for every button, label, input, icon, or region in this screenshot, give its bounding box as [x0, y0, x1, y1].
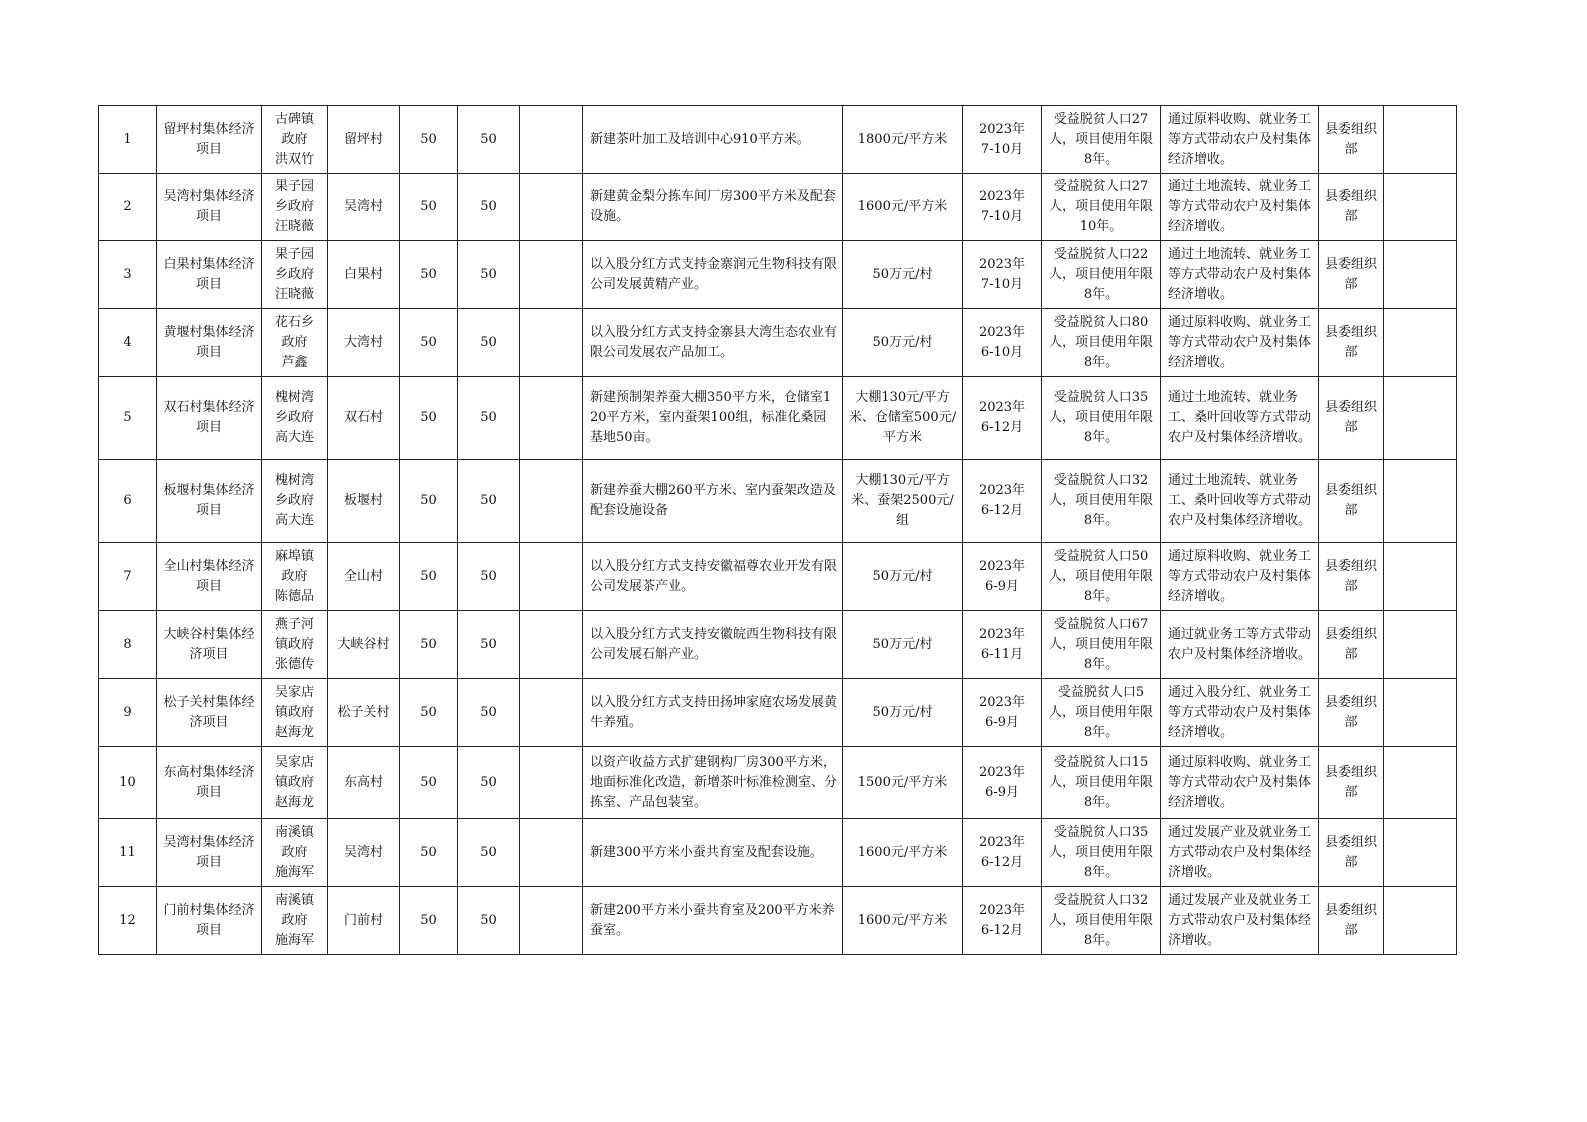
benefit-description: 受益脱贫人口5人，项目使用年限8年。 — [1042, 679, 1161, 747]
benefit-description: 受益脱贫人口80人，项目使用年限8年。 — [1042, 309, 1161, 377]
department: 县委组织部 — [1319, 887, 1384, 955]
row-number: 8 — [99, 611, 157, 679]
total-investment: 50 — [400, 309, 458, 377]
construction-content: 新建养蚕大棚260平方米、室内蚕架改造及配套设施设备 — [583, 460, 843, 543]
implementation-period: 2023年 6-9月 — [963, 543, 1042, 611]
subsidy-standard: 1600元/平方米 — [843, 819, 963, 887]
implementation-period: 2023年 6-12月 — [963, 887, 1042, 955]
construction-content: 以资产收益方式扩建钢构厂房300平方米，地面标准化改造，新增茶叶标准检测室、分拣室、产品包装室。 — [583, 747, 843, 819]
implementation-period: 2023年 6-10月 — [963, 309, 1042, 377]
department: 县委组织部 — [1319, 819, 1384, 887]
implementation-period: 2023年 6-12月 — [963, 377, 1042, 460]
linkage-mechanism: 通过原料收购、就业务工等方式带动农户及村集体经济增收。 — [1161, 543, 1319, 611]
total-investment: 50 — [400, 241, 458, 309]
remark-cell — [1384, 377, 1457, 460]
department: 县委组织部 — [1319, 241, 1384, 309]
village-name: 东高村 — [328, 747, 400, 819]
total-investment: 50 — [400, 377, 458, 460]
blank-cell — [520, 747, 583, 819]
subsidy-standard: 1600元/平方米 — [843, 887, 963, 955]
subsidy-standard: 1800元/平方米 — [843, 106, 963, 174]
table-row — [99, 543, 1457, 611]
fund-amount: 50 — [458, 309, 520, 377]
village-name: 大湾村 — [328, 309, 400, 377]
fund-amount: 50 — [458, 460, 520, 543]
row-number: 4 — [99, 309, 157, 377]
total-investment: 50 — [400, 460, 458, 543]
table-row — [99, 241, 1457, 309]
total-investment: 50 — [400, 611, 458, 679]
row-number: 12 — [99, 887, 157, 955]
linkage-mechanism: 通过原料收购、就业务工等方式带动农户及村集体经济增收。 — [1161, 747, 1319, 819]
blank-cell — [520, 106, 583, 174]
linkage-mechanism: 通过就业务工等方式带动农户及村集体经济增收。 — [1161, 611, 1319, 679]
project-name: 吴湾村集体经济项目 — [157, 174, 262, 241]
remark-cell — [1384, 309, 1457, 377]
project-name: 吴湾村集体经济项目 — [157, 819, 262, 887]
department: 县委组织部 — [1319, 460, 1384, 543]
total-investment: 50 — [400, 819, 458, 887]
responsible-unit: 南溪镇 政府 施海军 — [262, 887, 328, 955]
fund-amount: 50 — [458, 543, 520, 611]
blank-cell — [520, 611, 583, 679]
linkage-mechanism: 通过土地流转、就业务工、桑叶回收等方式带动农户及村集体经济增收。 — [1161, 460, 1319, 543]
blank-cell — [520, 887, 583, 955]
benefit-description: 受益脱贫人口32人，项目使用年限8年。 — [1042, 887, 1161, 955]
responsible-unit: 麻埠镇 政府 陈德品 — [262, 543, 328, 611]
project-name: 白果村集体经济项目 — [157, 241, 262, 309]
total-investment: 50 — [400, 679, 458, 747]
benefit-description: 受益脱贫人口15人，项目使用年限8年。 — [1042, 747, 1161, 819]
table-row — [99, 460, 1457, 543]
row-number: 2 — [99, 174, 157, 241]
benefit-description: 受益脱贫人口35人，项目使用年限8年。 — [1042, 377, 1161, 460]
fund-amount: 50 — [458, 747, 520, 819]
department: 县委组织部 — [1319, 377, 1384, 460]
remark-cell — [1384, 611, 1457, 679]
subsidy-standard: 50万元/村 — [843, 611, 963, 679]
linkage-mechanism: 通过土地流转、就业务工等方式带动农户及村集体经济增收。 — [1161, 241, 1319, 309]
blank-cell — [520, 460, 583, 543]
implementation-period: 2023年 7-10月 — [963, 241, 1042, 309]
row-number: 10 — [99, 747, 157, 819]
implementation-period: 2023年 6-12月 — [963, 819, 1042, 887]
responsible-unit: 古碑镇 政府 洪双竹 — [262, 106, 328, 174]
benefit-description: 受益脱贫人口50人，项目使用年限8年。 — [1042, 543, 1161, 611]
table-row — [99, 174, 1457, 241]
row-number: 1 — [99, 106, 157, 174]
blank-cell — [520, 377, 583, 460]
implementation-period: 2023年 6-9月 — [963, 747, 1042, 819]
fund-amount: 50 — [458, 174, 520, 241]
implementation-period: 2023年 7-10月 — [963, 106, 1042, 174]
village-name: 白果村 — [328, 241, 400, 309]
subsidy-standard: 1500元/平方米 — [843, 747, 963, 819]
remark-cell — [1384, 887, 1457, 955]
responsible-unit: 燕子河 镇政府 张德传 — [262, 611, 328, 679]
project-name: 全山村集体经济项目 — [157, 543, 262, 611]
blank-cell — [520, 241, 583, 309]
project-name: 东高村集体经济项目 — [157, 747, 262, 819]
responsible-unit: 吴家店 镇政府 赵海龙 — [262, 747, 328, 819]
remark-cell — [1384, 106, 1457, 174]
linkage-mechanism: 通过土地流转、就业务工、桑叶回收等方式带动农户及村集体经济增收。 — [1161, 377, 1319, 460]
responsible-unit: 果子园 乡政府 汪晓薇 — [262, 174, 328, 241]
table-row — [99, 377, 1457, 460]
benefit-description: 受益脱贫人口22人，项目使用年限8年。 — [1042, 241, 1161, 309]
department: 县委组织部 — [1319, 174, 1384, 241]
table-row — [99, 679, 1457, 747]
row-number: 3 — [99, 241, 157, 309]
construction-content: 新建黄金梨分拣车间厂房300平方米及配套设施。 — [583, 174, 843, 241]
fund-amount: 50 — [458, 887, 520, 955]
responsible-unit: 南溪镇 政府 施海军 — [262, 819, 328, 887]
total-investment: 50 — [400, 747, 458, 819]
linkage-mechanism: 通过入股分红、就业务工等方式带动农户及村集体经济增收。 — [1161, 679, 1319, 747]
table-row — [99, 611, 1457, 679]
responsible-unit: 吴家店 镇政府 赵海龙 — [262, 679, 328, 747]
table-row — [99, 819, 1457, 887]
remark-cell — [1384, 460, 1457, 543]
linkage-mechanism: 通过发展产业及就业务工方式带动农户及村集体经济增收。 — [1161, 887, 1319, 955]
row-number: 6 — [99, 460, 157, 543]
row-number: 5 — [99, 377, 157, 460]
linkage-mechanism: 通过发展产业及就业务工方式带动农户及村集体经济增收。 — [1161, 819, 1319, 887]
remark-cell — [1384, 819, 1457, 887]
blank-cell — [520, 819, 583, 887]
fund-amount: 50 — [458, 106, 520, 174]
construction-content: 新建200平方米小蚕共育室及200平方米养蚕室。 — [583, 887, 843, 955]
total-investment: 50 — [400, 543, 458, 611]
table-row — [99, 887, 1457, 955]
remark-cell — [1384, 241, 1457, 309]
subsidy-standard: 50万元/村 — [843, 543, 963, 611]
table-row — [99, 309, 1457, 377]
project-table — [98, 105, 1457, 955]
fund-amount: 50 — [458, 679, 520, 747]
village-name: 松子关村 — [328, 679, 400, 747]
subsidy-standard: 大棚130元/平方米、仓储室500元/平方米 — [843, 377, 963, 460]
village-name: 全山村 — [328, 543, 400, 611]
responsible-unit: 槐树湾 乡政府 高大连 — [262, 377, 328, 460]
blank-cell — [520, 174, 583, 241]
linkage-mechanism: 通过土地流转、就业务工等方式带动农户及村集体经济增收。 — [1161, 174, 1319, 241]
construction-content: 新建茶叶加工及培训中心910平方米。 — [583, 106, 843, 174]
fund-amount: 50 — [458, 241, 520, 309]
benefit-description: 受益脱贫人口35人，项目使用年限8年。 — [1042, 819, 1161, 887]
blank-cell — [520, 543, 583, 611]
benefit-description: 受益脱贫人口27人，项目使用年限10年。 — [1042, 174, 1161, 241]
benefit-description: 受益脱贫人口32人，项目使用年限8年。 — [1042, 460, 1161, 543]
village-name: 板堰村 — [328, 460, 400, 543]
subsidy-standard: 50万元/村 — [843, 309, 963, 377]
village-name: 吴湾村 — [328, 174, 400, 241]
responsible-unit: 槐树湾 乡政府 高大连 — [262, 460, 328, 543]
department: 县委组织部 — [1319, 543, 1384, 611]
construction-content: 以入股分红方式支持安徽皖西生物科技有限公司发展石斛产业。 — [583, 611, 843, 679]
project-name: 门前村集体经济项目 — [157, 887, 262, 955]
construction-content: 新建预制架养蚕大棚350平方米，仓储室120平方米，室内蚕架100组，标准化桑园基地50亩。 — [583, 377, 843, 460]
remark-cell — [1384, 747, 1457, 819]
subsidy-standard: 50万元/村 — [843, 241, 963, 309]
construction-content: 新建300平方米小蚕共育室及配套设施。 — [583, 819, 843, 887]
construction-content: 以入股分红方式支持金寨润元生物科技有限公司发展黄精产业。 — [583, 241, 843, 309]
subsidy-standard: 50万元/村 — [843, 679, 963, 747]
project-name: 留坪村集体经济项目 — [157, 106, 262, 174]
table-row — [99, 106, 1457, 174]
department: 县委组织部 — [1319, 106, 1384, 174]
implementation-period: 2023年 7-10月 — [963, 174, 1042, 241]
project-name: 板堰村集体经济项目 — [157, 460, 262, 543]
row-number: 11 — [99, 819, 157, 887]
benefit-description: 受益脱贫人口67人，项目使用年限8年。 — [1042, 611, 1161, 679]
total-investment: 50 — [400, 106, 458, 174]
fund-amount: 50 — [458, 819, 520, 887]
village-name: 留坪村 — [328, 106, 400, 174]
subsidy-standard: 大棚130元/平方米、蚕架2500元/组 — [843, 460, 963, 543]
village-name: 双石村 — [328, 377, 400, 460]
table-row — [99, 747, 1457, 819]
responsible-unit: 果子园 乡政府 汪晓薇 — [262, 241, 328, 309]
total-investment: 50 — [400, 887, 458, 955]
village-name: 门前村 — [328, 887, 400, 955]
department: 县委组织部 — [1319, 747, 1384, 819]
linkage-mechanism: 通过原料收购、就业务工等方式带动农户及村集体经济增收。 — [1161, 106, 1319, 174]
construction-content: 以入股分红方式支持金寨县大湾生态农业有限公司发展农产品加工。 — [583, 309, 843, 377]
fund-amount: 50 — [458, 611, 520, 679]
construction-content: 以入股分红方式支持安徽福尊农业开发有限公司发展茶产业。 — [583, 543, 843, 611]
department: 县委组织部 — [1319, 309, 1384, 377]
department: 县委组织部 — [1319, 611, 1384, 679]
implementation-period: 2023年 6-12月 — [963, 460, 1042, 543]
blank-cell — [520, 309, 583, 377]
row-number: 7 — [99, 543, 157, 611]
benefit-description: 受益脱贫人口27人，项目使用年限8年。 — [1042, 106, 1161, 174]
remark-cell — [1384, 543, 1457, 611]
project-name: 大峡谷村集体经济项目 — [157, 611, 262, 679]
construction-content: 以入股分红方式支持田扬坤家庭农场发展黄牛养殖。 — [583, 679, 843, 747]
village-name: 大峡谷村 — [328, 611, 400, 679]
remark-cell — [1384, 174, 1457, 241]
subsidy-standard: 1600元/平方米 — [843, 174, 963, 241]
row-number: 9 — [99, 679, 157, 747]
remark-cell — [1384, 679, 1457, 747]
project-name: 松子关村集体经济项目 — [157, 679, 262, 747]
implementation-period: 2023年 6-9月 — [963, 679, 1042, 747]
responsible-unit: 花石乡 政府 芦鑫 — [262, 309, 328, 377]
project-name: 黄堰村集体经济项目 — [157, 309, 262, 377]
blank-cell — [520, 679, 583, 747]
fund-amount: 50 — [458, 377, 520, 460]
linkage-mechanism: 通过原料收购、就业务工等方式带动农户及村集体经济增收。 — [1161, 309, 1319, 377]
total-investment: 50 — [400, 174, 458, 241]
village-name: 吴湾村 — [328, 819, 400, 887]
department: 县委组织部 — [1319, 679, 1384, 747]
project-name: 双石村集体经济项目 — [157, 377, 262, 460]
implementation-period: 2023年 6-11月 — [963, 611, 1042, 679]
